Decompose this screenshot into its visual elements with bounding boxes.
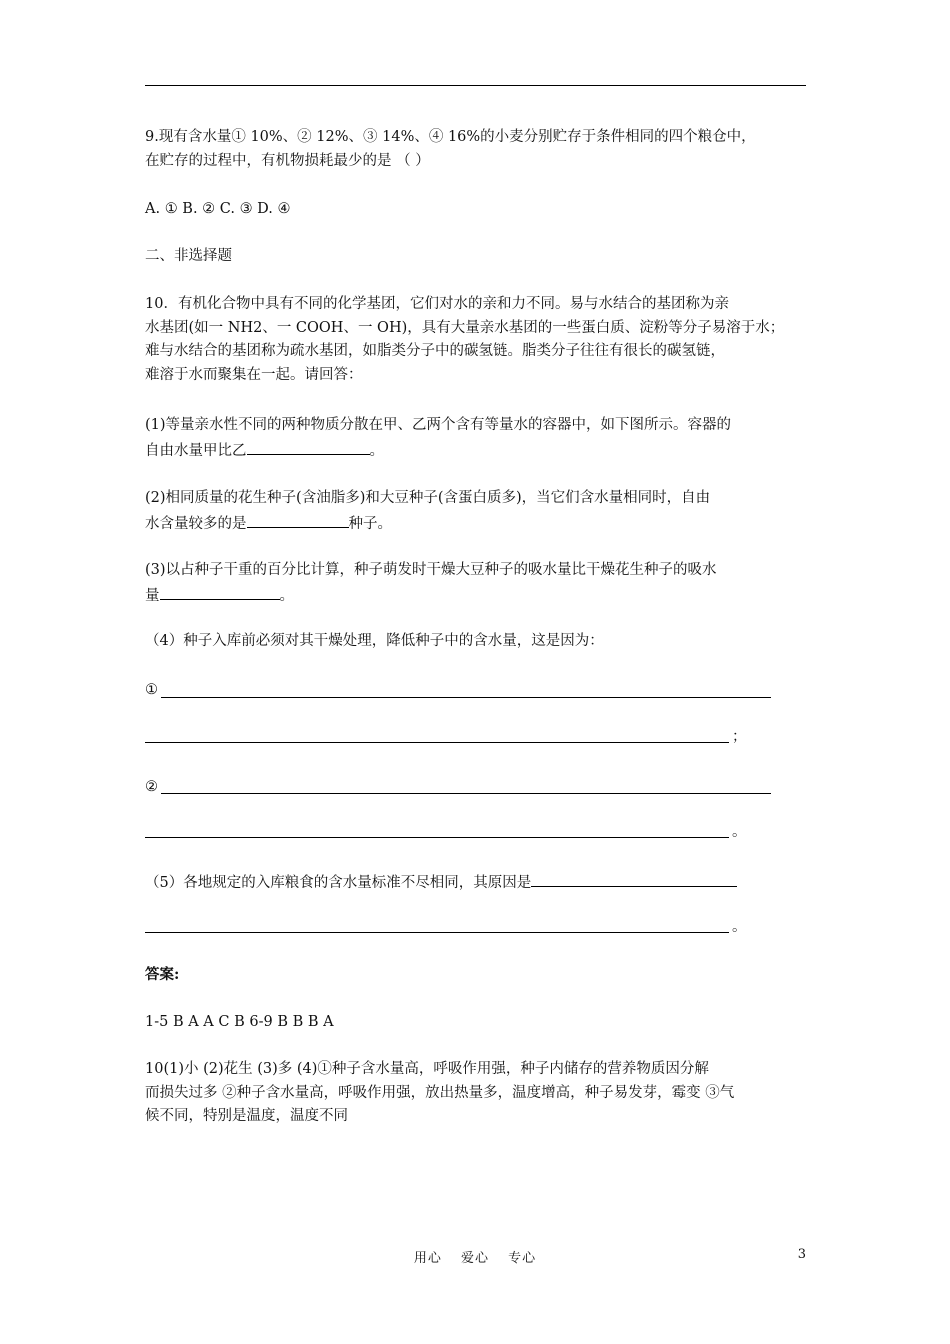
question-10-intro-line-3: 难与水结合的基团称为疏水基团，如脂类分子中的碳氢链。脂类分子往往有很长的碳氢链，: [145, 343, 725, 359]
part-3-prefix: 量: [145, 587, 160, 604]
part-1-answer-blank[interactable]: [247, 438, 370, 455]
question-10-intro: [145, 293, 807, 387]
question-10-intro-line-2: 水基团(如一 NH2、一 COOH、一 OH)，具有大量亲水基团的一些蛋白质、淀粉等分子易溶于水；: [145, 319, 785, 336]
question-9-line-2: 在贮存的过程中，有机物损耗最少的是 （ ）: [145, 152, 430, 169]
part-4-blank-1a[interactable]: [161, 697, 771, 698]
part-1-prefix: 自由水量甲比乙: [145, 442, 247, 459]
part-3-answer-blank[interactable]: [160, 583, 280, 600]
answers-heading: 答案:: [145, 966, 180, 983]
answers-multiple-choice: 1-5 B A A C B 6-9 B B B A: [145, 1014, 334, 1030]
question-10-part-2: [145, 487, 807, 536]
part-3-line-1: (3)以占种子干重的百分比计算，种子萌发时干燥大豆种子的吸水量比干燥花生种子的吸水: [145, 562, 717, 578]
question-9: [145, 126, 807, 173]
question-10-intro-line-4: 难溶于水而聚集在一起。请回答：: [145, 366, 363, 383]
part-4-period: 。: [732, 824, 747, 840]
answers-q10-line-2: 而损失过多 ②种子含水量高，呼吸作用强，放出热量多，温度增高，种子易发芽，霉变 ③气: [145, 1084, 735, 1101]
part-4-semicolon: ；: [732, 729, 747, 745]
part-2-prefix: 水含量较多的是: [145, 515, 247, 532]
question-10-part-3: [145, 559, 807, 608]
part-1-suffix: 。: [369, 442, 384, 459]
part-1-line-2: [145, 438, 807, 464]
part-4-question: （4）种子入库前必须对其干燥处理，降低种子中的含水量，这是因为：: [145, 633, 604, 649]
part-5-period: 。: [732, 919, 747, 935]
part-4-blank-1b[interactable]: [145, 742, 729, 743]
part-4-blank-2a[interactable]: [161, 793, 771, 794]
answers-q10-line-3: 候不同，特别是温度，温度不同: [145, 1108, 348, 1124]
part-5-text: （5）各地规定的入库粮食的含水量标准不尽相同，其原因是: [145, 875, 532, 891]
answers-q10-line-1: 10(1)小 (2)花生 (3)多 (4)①种子含水量高，呼吸作用强，种子内储存的营养物质因分解: [145, 1061, 709, 1077]
answers-question-10: [145, 1058, 807, 1129]
part-5-question: [145, 870, 807, 896]
part-2-answer-blank[interactable]: [247, 511, 349, 528]
part-5-blank-1[interactable]: [531, 870, 737, 887]
header-rule: [145, 85, 806, 86]
part-3-suffix: 。: [279, 587, 294, 604]
question-10-part-1: [145, 414, 807, 463]
part-4-blank-2b[interactable]: [145, 837, 729, 838]
part-4-marker-1: ①: [145, 682, 158, 698]
question-10-intro-line-1: 10．有机化合物中具有不同的化学基团，它们对水的亲和力不同。易与水结合的基团称为亲: [145, 296, 729, 312]
part-2-suffix: 种子。: [348, 515, 392, 532]
section-heading: 二、非选择题: [145, 248, 232, 264]
part-3-line-2: [145, 583, 807, 609]
question-9-line-1: 9.现有含水量① 10%、② 12%、③ 14%、④ 16%的小麦分别贮存于条件相同的四个粮仓中，: [145, 129, 756, 145]
part-4-marker-2: ②: [145, 779, 158, 795]
part-2-line-2: [145, 511, 807, 537]
footer-slogan: 用心 爱心 专心: [413, 1251, 537, 1266]
part-1-line-1: (1)等量亲水性不同的两种物质分散在甲、乙两个含有等量水的容器中，如下图所示。容器的: [145, 417, 732, 433]
question-9-options: A. ① B. ② C. ③ D. ④: [145, 201, 291, 217]
part-5-blank-2[interactable]: [145, 932, 729, 933]
page-number: 3: [797, 1247, 806, 1262]
part-2-line-1: (2)相同质量的花生种子(含油脂多)和大豆种子(含蛋白质多)，当它们含水量相同时，自由: [145, 490, 711, 506]
